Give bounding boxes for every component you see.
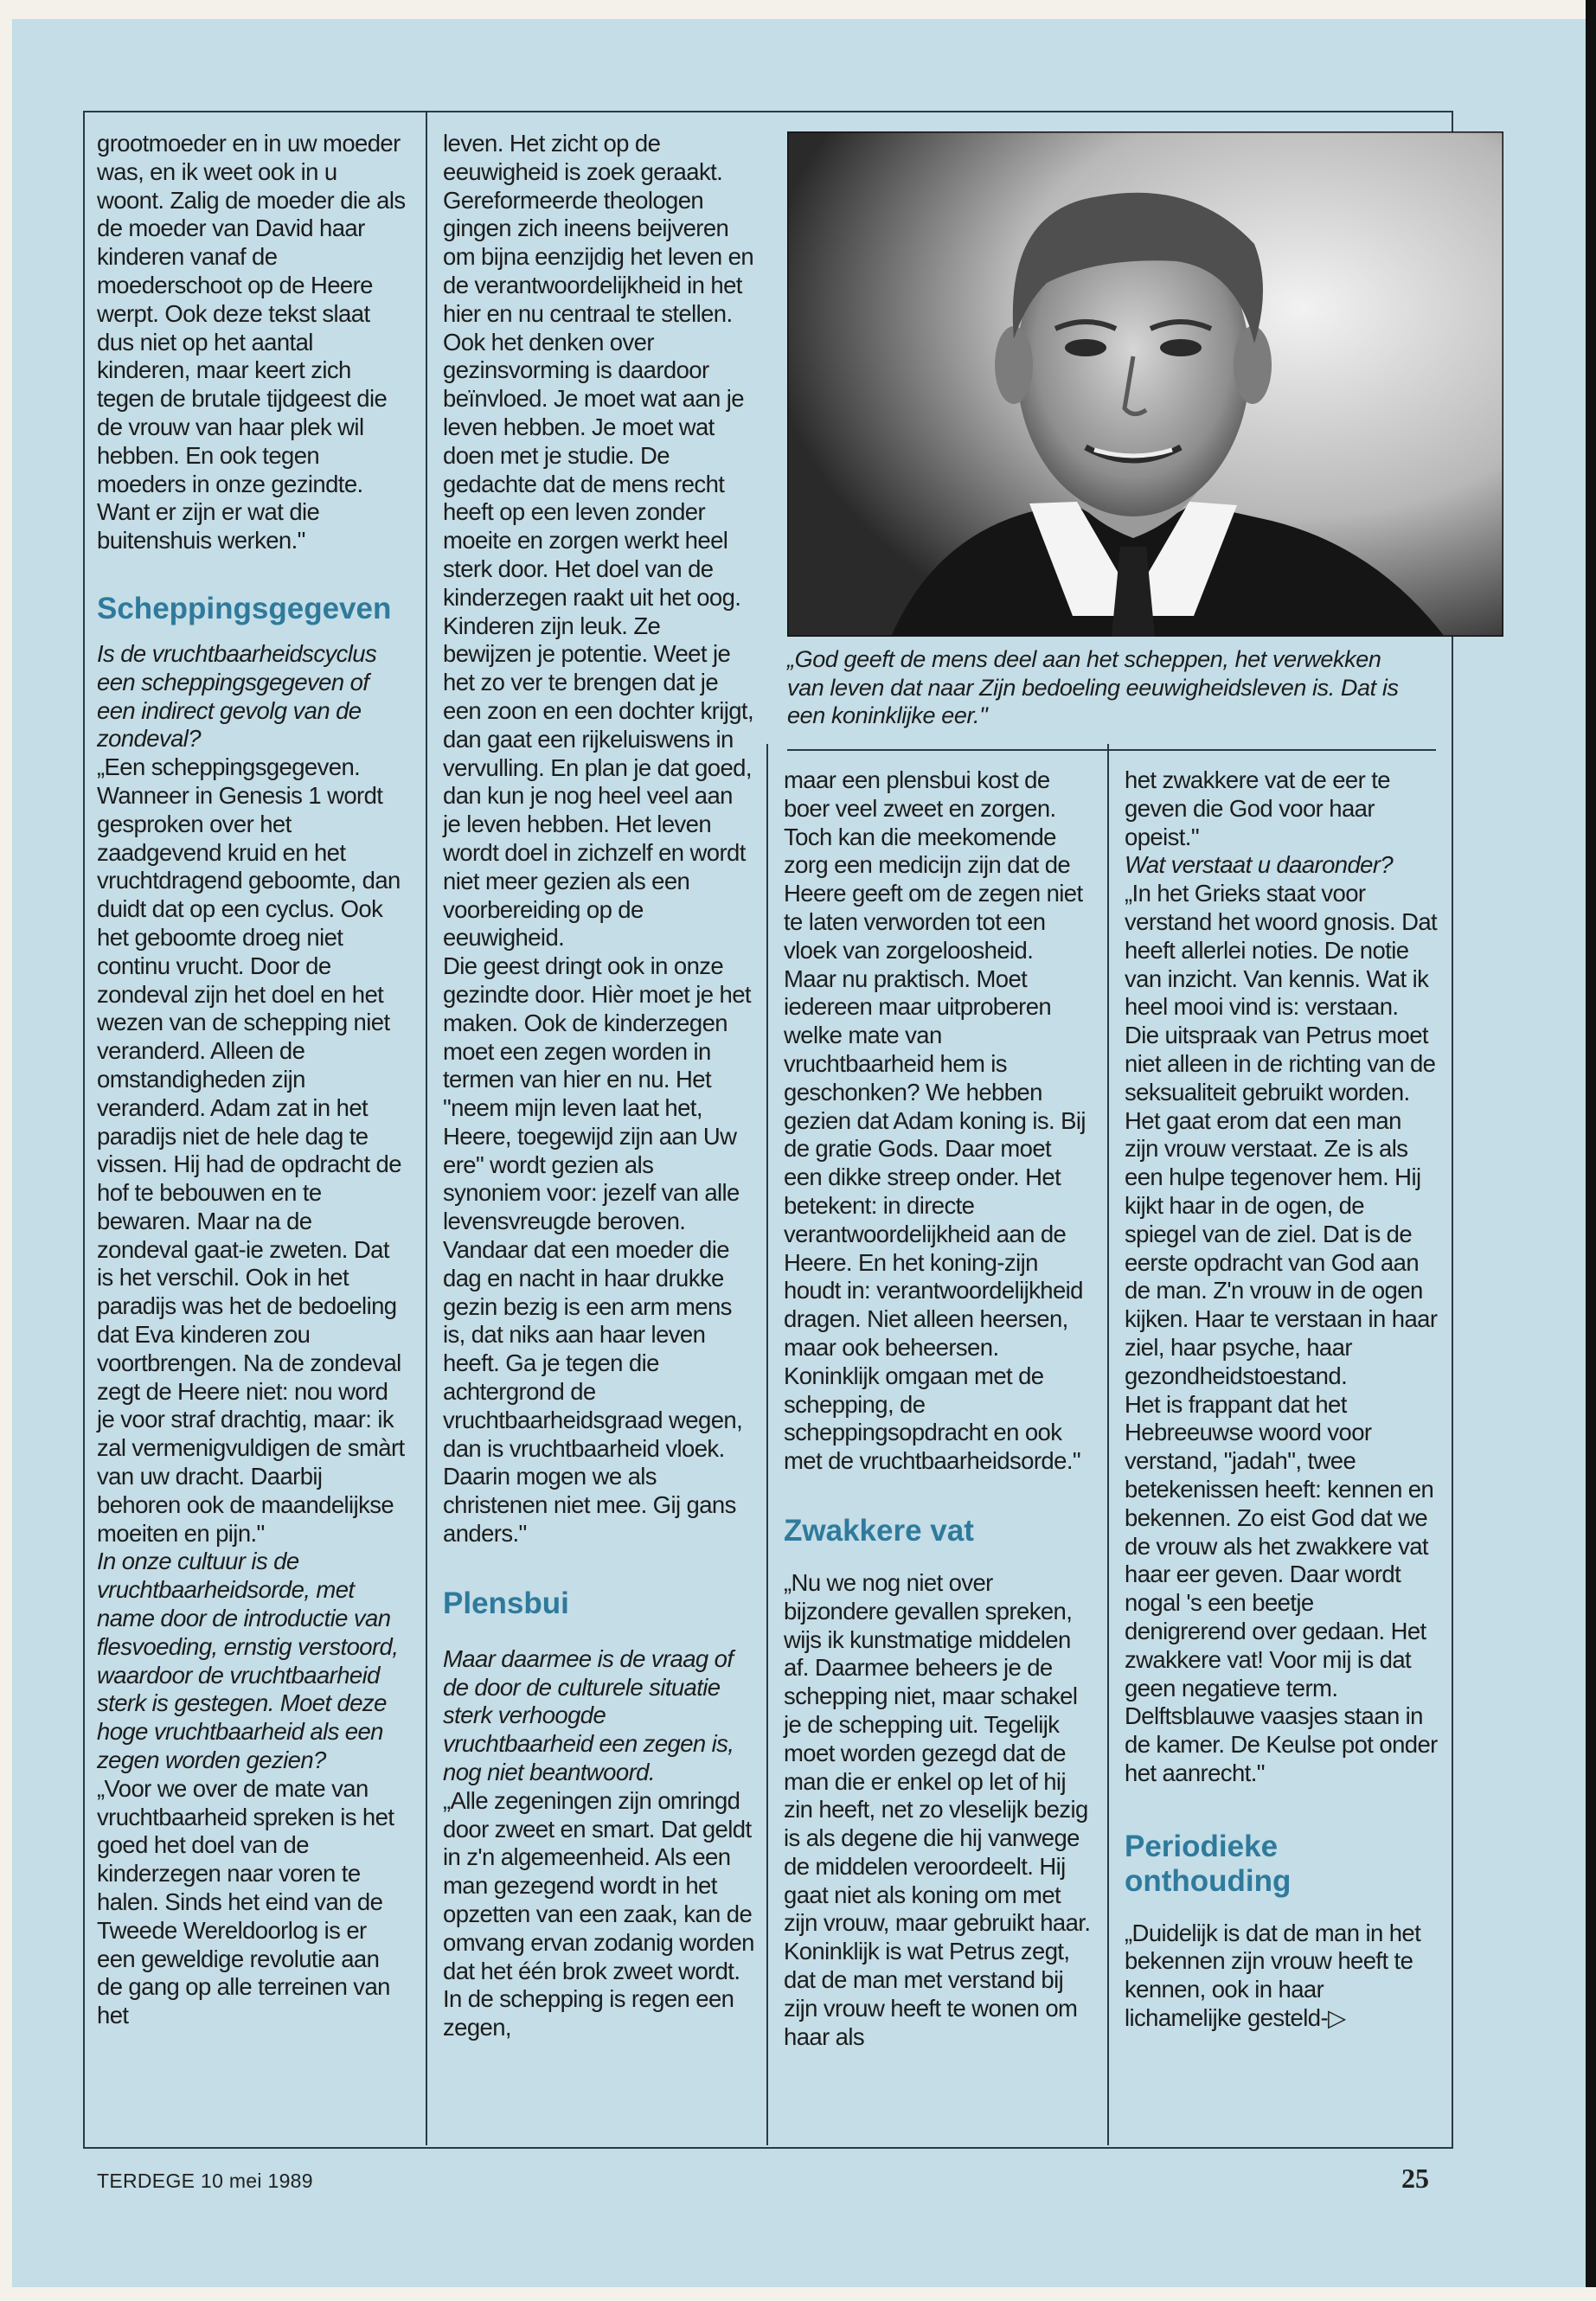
col2-paragraph-1: leven. Het zicht op de eeuwigheid is zoek geraakt. Gereformeerde theologen gingen zich ineens beijveren om bijna eenzijdig het leven en de verantwoordelijkheid in het hier en nu centraal te stellen. Ook het denken over gezinsvorming is daardoor beïnvloed. Je moet wat aan je leven hebben. Je moet wat doen met je studie. De gedachte dat de mens recht heeft op een leven zonder moeite en zorgen werkt heel sterk door. Het doel van de kinderzegen raakt uit het oog. Kinderen zijn leuk. Ze bewijzen je potentie. Weet je het zo ver te brengen dat je een zoon en een dochter krijgt, dan gaat een rijkeluiswens in vervulling. En plan je dat goed, dan kun je nog heel veel aan je leven hebben. Het leven wordt doel in zichzelf en wordt niet meer gezien als een voorbereiding op de eeuwigheid.: [443, 130, 754, 952]
col4-paragraph-3: Het is frappant dat het Hebreeuwse woord voor verstand, "jadah", twee betekenissen heeft: kennen en bekennen. Zo eist God dat we de vrouw als het zwakkere vat haar eer geven. Daar wordt nogal 's een beetje denigrerend over gedaan. Het zwakkere vat! Voor mij is dat geen negatieve term. Delftsblauwe vaasjes staan in de kamer. De Keulse pot onder het aanrecht.": [1125, 1390, 1438, 1786]
continue-arrow-icon: ▷: [1328, 2004, 1346, 2032]
col3-paragraph-3: „Nu we nog niet over bijzondere gevallen spreken, wijs ik kunstmatige middelen af. Daarmee beheers je de schepping niet, maar schakel je de schepping uit. Tegelijk moet worden gezegd dat de man die er enkel op let of hij zin heeft, net zo vleselijk bezig is als degene die hij vanwege de middelen veroordeelt. Hij gaat niet als koning om met zijn vrouw, maar gebruikt haar. Koninklijk is wat Petrus zegt, dat de man met verstand bij zijn vrouw heeft te wonen om haar als: [784, 1568, 1091, 2050]
column-rule-3: [1107, 744, 1109, 2145]
column-rule-2: [766, 744, 768, 2145]
col4-paragraph-1: het zwakkere vat de eer te geven die God voor haar opeist.": [1125, 766, 1390, 850]
caption-rule: [787, 749, 1436, 751]
publication-date: TERDEGE 10 mei 1989: [97, 2170, 313, 2192]
scan-border-bottom: [0, 2287, 1596, 2301]
scan-border-right: [1586, 0, 1596, 2301]
column-1: [97, 130, 408, 2030]
scan-border-top: [0, 0, 1596, 19]
col2-question-1: Maar daarmee is de vraag of de door de culturele situatie sterk verhoogde vruchtbaarheid een zegen is, nog niet beantwoord.: [443, 1644, 734, 1786]
col2-paragraph-2: Die geest dringt ook in onze gezindte door. Hièr moet je het maken. Ook de kinderzegen moet een zegen worden in termen van hier en nu. Het "neem mijn leven laat het, Heere, toegewijd zijn aan Uw ere" wordt gezien als synoniem voor: jezelf van alle levensvreugde beroven. Vandaar dat een moeder die dag en nacht in haar drukke gezin bezig is een arm mens is, dat niks aan haar leven heeft. Ga je tegen die achtergrond de vruchtbaarheidsgraad wegen, dan is vruchtbaarheid vloek. Daarin mogen we als christenen niet mee. Gij gans anders.": [443, 952, 751, 1548]
col1-paragraph-2: „Een scheppingsgegeven. Wanneer in Genesis 1 wordt gesproken over het zaadgevend kruid en het vruchtdragend geboomte, dan duidt dat op een cyclus. Ook het geboomte droeg niet continu vrucht. Door de zondeval zijn het doel en het wezen van de schepping niet veranderd. Alleen de omstandigheden zijn veranderd. Adam zat in het paradijs niet de hele dag te vissen. Hij had de opdracht de hof te bebouwen en te bewaren. Maar na de zondeval gaat-ie zweten. Dat is het verschil. Ook in het paradijs was het de bedoeling dat Eva kinderen zou voortbrengen. Na de zondeval zegt de Heere niet: nou word je voor straf drachtig, maar: ik zal vermenigvuldigen de smàrt van uw dracht. Daarbij behoren ook de maandelijkse moeiten en pijn.": [97, 753, 405, 1547]
col3-paragraph-1: maar een plensbui kost de boer veel zweet en zorgen. Toch kan die meekomende zorg een medicijn zijn dat de Heere geeft om de zegen niet te laten verworden tot een vloek van zorgeloosheid.: [784, 766, 1083, 964]
col2-paragraph-3: „Alle zegeningen zijn omringd door zweet en smart. Dat geldt in z'n algemeenheid. Als een man gezegend wordt in het opzetten van een zaak, kan de omvang ervan zodanig worden dat het één brok zweet wordt. In de schepping is regen een zegen,: [443, 1786, 754, 2041]
col1-question-1: Is de vruchtbaarheidscyclus een scheppingsgegeven of een indirect gevolg van de zondeval?: [97, 639, 377, 753]
page-number: 25: [1401, 2163, 1429, 2194]
photo-caption: „God geeft de mens deel aan het scheppen, het verwekken van leven dat naar Zijn bedoeling eeuwigheidsleven is. Dat is een koninklijke eer.": [787, 646, 1399, 728]
heading-plensbui: Plensbui: [443, 1586, 569, 1620]
column-3: [784, 766, 1095, 2051]
portrait-photo: [787, 131, 1503, 637]
col4-question-1: Wat verstaat u daaronder?: [1125, 851, 1394, 879]
col4-paragraph-4-text: „Duidelijk is dat de man in het bekennen zijn vrouw heeft te kennen, ook in haar lichamelijke gesteld-: [1125, 1919, 1421, 2032]
column-2: [443, 130, 754, 2042]
col1-paragraph-1: grootmoeder en in uw moeder was, en ik weet ook in u woont. Zalig de moeder die als de moeder van David haar kinderen vanaf de moederschoot op de Heere werpt. Ook deze tekst slaat dus niet op het aantal kinderen, maar keert zich tegen de brutale tijdgeest die de vrouw van haar plek wil hebben. En ook tegen moeders in onze gezindte. Want er zijn er wat die buitenshuis werken.": [97, 130, 406, 554]
col3-paragraph-2: Maar nu praktisch. Moet iedereen maar uitproberen welke mate van vruchtbaarheid hem is geschonken? We hebben gezien dat Adam koning is. Bij de gratie Gods. Daar moet een dikke streep onder. Het betekent: in directe verantwoordelijkheid aan de Heere. En het koning-zijn houdt in: verantwoordelijkheid dragen. Niet alleen heersen, maar ook beheersen. Koninklijk omgaan met de schepping, de scheppingsopdracht en ook met de vruchtbaarheidsorde.": [784, 965, 1086, 1475]
heading-zwakkere-vat: Zwakkere vat: [784, 1513, 974, 1548]
heading-periodieke-onthouding: Periodieke onthouding: [1125, 1829, 1292, 1898]
col1-question-2: In onze cultuur is de vruchtbaarheidsorde, met name door de introductie van flesvoeding, ernstig verstoord, waardoor de vruchtbaarheid sterk is gestegen. Moet deze hoge vruchtbaarheid als een zegen worden gezien?: [97, 1548, 399, 1774]
col4-paragraph-4: [1125, 1920, 1438, 2033]
portrait-illustration: [787, 131, 1503, 637]
col1-paragraph-3: „Voor we over de mate van vruchtbaarheid spreken is het goed het doel van de kinderzegen naar voren te halen. Sinds het eind van de Tweede Wereldoorlog is er een geweldige revolutie aan de gang op alle terreinen van het: [97, 1774, 394, 2029]
scan-border-left: [0, 0, 12, 2301]
col4-paragraph-2: „In het Grieks staat voor verstand het woord gnosis. Dat heeft allerlei noties. De notie van inzicht. Van kennis. Wat ik heel mooi vind is: verstaan. Die uitspraak van Petrus moet niet alleen in de richting van de seksualiteit gebruikt worden. Het gaat erom dat een man zijn vrouw verstaat. Ze is als een hulpe tegenover hem. Hij kijkt haar in de ogen, de spiegel van de ziel. Dat is de eerste opdracht van God aan de man. Z'n vrouw in de ogen kijken. Haar te verstaan in haar ziel, haar psyche, haar gezondheidstoestand.: [1125, 880, 1438, 1389]
heading-scheppingsgegeven: Scheppingsgegeven: [97, 591, 392, 625]
column-rule-1: [426, 111, 427, 2145]
column-4: [1125, 766, 1438, 2033]
